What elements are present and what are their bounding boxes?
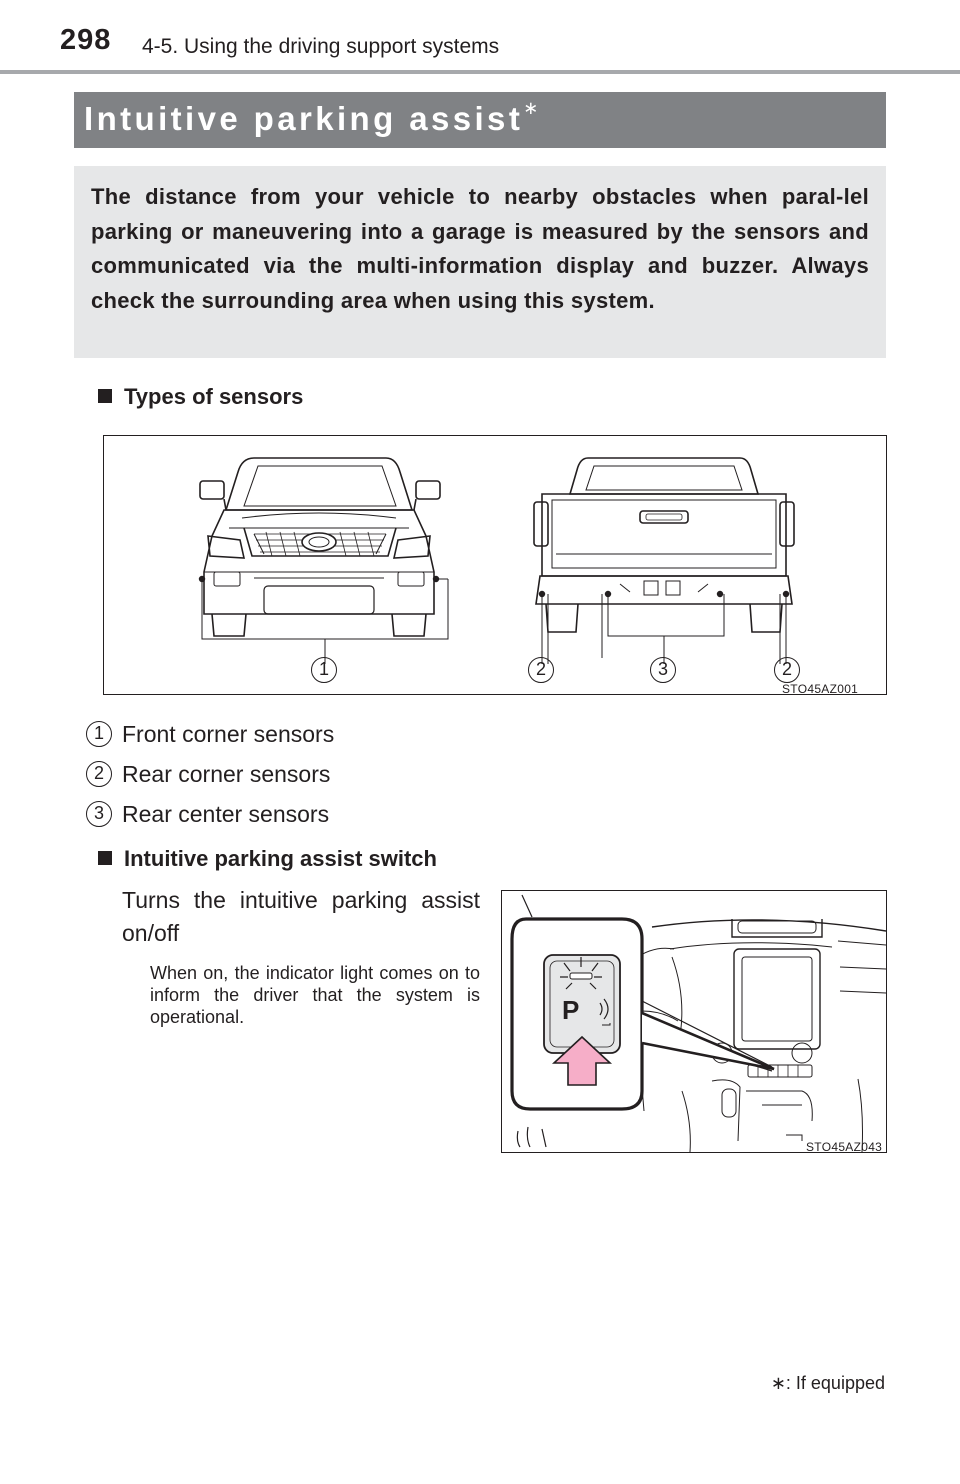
item-3-number: 3 xyxy=(86,801,112,827)
square-bullet-icon xyxy=(98,851,112,865)
switch-figure xyxy=(501,890,887,1153)
sensors-figure-code: STO45AZ001 xyxy=(782,682,859,696)
section-title-text: Intuitive parking assist xyxy=(84,100,524,137)
switch-note: When on, the indicator light comes on to inform the driver that the system is operational. xyxy=(150,963,480,1027)
header-rule xyxy=(0,70,960,74)
front-truck xyxy=(200,458,448,664)
footnote xyxy=(771,1373,885,1394)
sensors-heading-text: Types of sensors xyxy=(124,384,304,409)
item-1-label: Front corner sensors xyxy=(122,721,335,747)
sensors-figure xyxy=(103,435,887,695)
footnote-text: : If equipped xyxy=(785,1373,885,1393)
item-2-label: Rear corner sensors xyxy=(122,761,331,787)
callout-1: 1 xyxy=(311,657,337,683)
footnote-mark: ∗ xyxy=(770,1373,786,1393)
running-header: 4-5. Using the driving support systems xyxy=(142,35,500,58)
switch-heading xyxy=(98,846,437,872)
switch-description: Turns the intuitive parking assist on/off xyxy=(122,887,480,946)
item-1-number: 1 xyxy=(86,721,112,747)
dashboard-illustration xyxy=(502,891,886,1152)
section-title xyxy=(84,100,538,138)
callout-3: 3 xyxy=(650,657,676,683)
truck-illustration xyxy=(104,436,886,694)
sensors-heading xyxy=(98,384,303,410)
item-2-number: 2 xyxy=(86,761,112,787)
callout-2-right: 2 xyxy=(774,657,800,683)
intro-text: The distance from your vehicle to nearby obstacles when paral-lel parking or maneuvering into a garage is measured by the sensors and communicated via the multi-information display and buzzer. Always check the surrounding area when using this system. xyxy=(91,184,869,313)
section-title-band xyxy=(74,92,886,148)
rear-truck xyxy=(534,458,794,664)
switch-heading-text: Intuitive parking assist switch xyxy=(124,846,437,871)
intro-box xyxy=(74,166,886,358)
page-number: 298 xyxy=(60,24,112,56)
square-bullet-icon xyxy=(98,389,112,403)
item-3-label: Rear center sensors xyxy=(122,801,330,827)
callout-2-left: 2 xyxy=(528,657,554,683)
equipped-mark: ∗ xyxy=(523,98,539,118)
parking-switch-p-label: P xyxy=(562,995,580,1025)
switch-figure-code: STO45AZ043 xyxy=(806,1140,883,1154)
